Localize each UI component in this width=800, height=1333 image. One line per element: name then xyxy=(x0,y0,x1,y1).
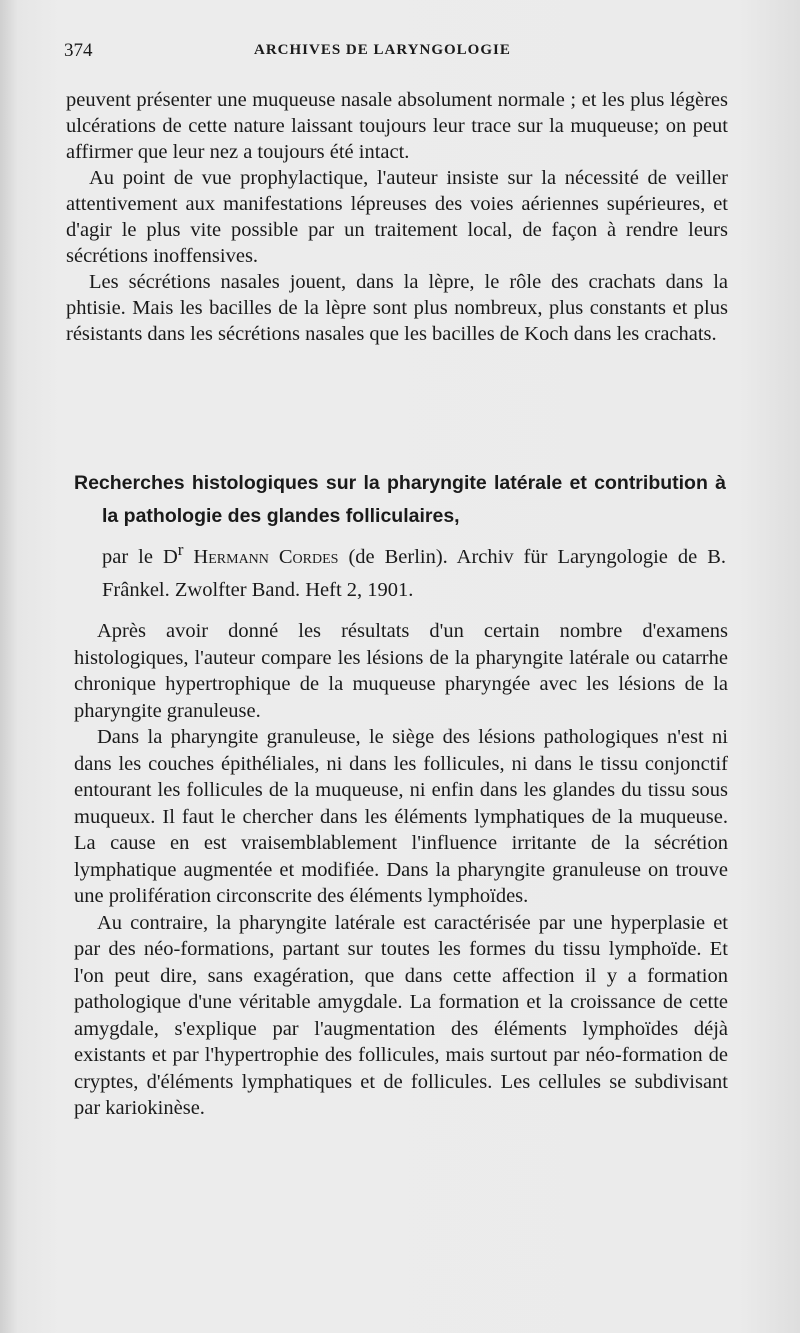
citation-sup: r xyxy=(177,540,184,559)
article-abstract xyxy=(74,618,728,1122)
article-title: Recherches histologiques sur la pharyngite latérale et contribution à la pathologie des glandes folliculaires, xyxy=(74,472,726,527)
paragraph-lateral-pharyngitis: Au contraire, la pharyngite latérale est caractérisée par une hyperplasie et par des néo-formations, partant sur toutes les formes du tissu lymphoïde. Et l'on peut dire, sans exagération, que dans cette affection il y a formation pathologique d'une véritable amygdale. La formation et la croissance de cette amygdale, s'explique par l'augmentation des éléments lymphoïdes déjà existants et par l'hypertrophie des follicules, mais surtout par néo-formation de cryptes, d'éléments lymphatiques et de follicules. Les cellules se subdivisant par kariokinèse. xyxy=(74,911,728,1119)
running-head xyxy=(64,40,764,66)
citation-prefix: par le D xyxy=(102,545,178,568)
paragraph-nasal-secretions: Les sécrétions nasales jouent, dans la lèpre, le rôle des crachats dans la phtisie. Mais les bacilles de la lèpre sont plus nombreux, plus constants et plus résistants dans les sécrétions nasales que les bacilles de Koch dans les crachats. xyxy=(66,271,728,345)
paragraph-granular-pharyngitis: Dans la pharyngite granuleuse, le siège des lésions pathologiques n'est ni dans les couches épithéliales, ni dans les follicules, ni dans le tissu conjonctif entourant les follicules de la muqueuse, ni enfin dans les glandes du tissu sous muqueux. Il faut le chercher dans les éléments lymphatiques de la muqueuse. La cause en est vraisemblablement l'influence irritante de la sécrétion lymphatique augmentée et modifiée. Dans la pharyngite granuleuse on trouve une prolifération circonscrite des éléments lymphoïdes. xyxy=(74,726,728,907)
paragraph-prophylaxis: Au point de vue prophylactique, l'auteur insiste sur la nécessité de veiller attentivement aux manifestations lépreuses des voies aériennes supérieures, et d'agir le plus vite possible par un traitement local, de façon à rendre leurs sécrétions inoffensives. xyxy=(66,167,728,267)
author-name: Hermann Cordes xyxy=(193,545,339,568)
paragraph-examinations: Après avoir donné les résultats d'un certain nombre d'examens histologiques, l'auteur compare les lésions de la pharyngite latérale ou catarrhe chronique hypertrophique de la muqueuse pharyngée avec les lésions de la pharyngite granuleuse. xyxy=(74,620,728,722)
previous-article-text xyxy=(66,87,728,347)
paragraph-continued: peuvent présenter une muqueuse nasale absolument normale ; et les plus légères ulcérations de cette nature laissant toujours leur trace sur la muqueuse; on peut affirmer que leur nez a toujours été intact. xyxy=(66,89,728,163)
page-number: 374 xyxy=(64,40,93,61)
journal-title: ARCHIVES DE LARYNGOLOGIE xyxy=(254,42,511,58)
article-citation xyxy=(102,533,726,607)
citation-details: (de Berlin). Archiv für Laryngologie de B. Frânkel. Zwolfter Band. Heft 2, 1901. xyxy=(102,545,726,601)
